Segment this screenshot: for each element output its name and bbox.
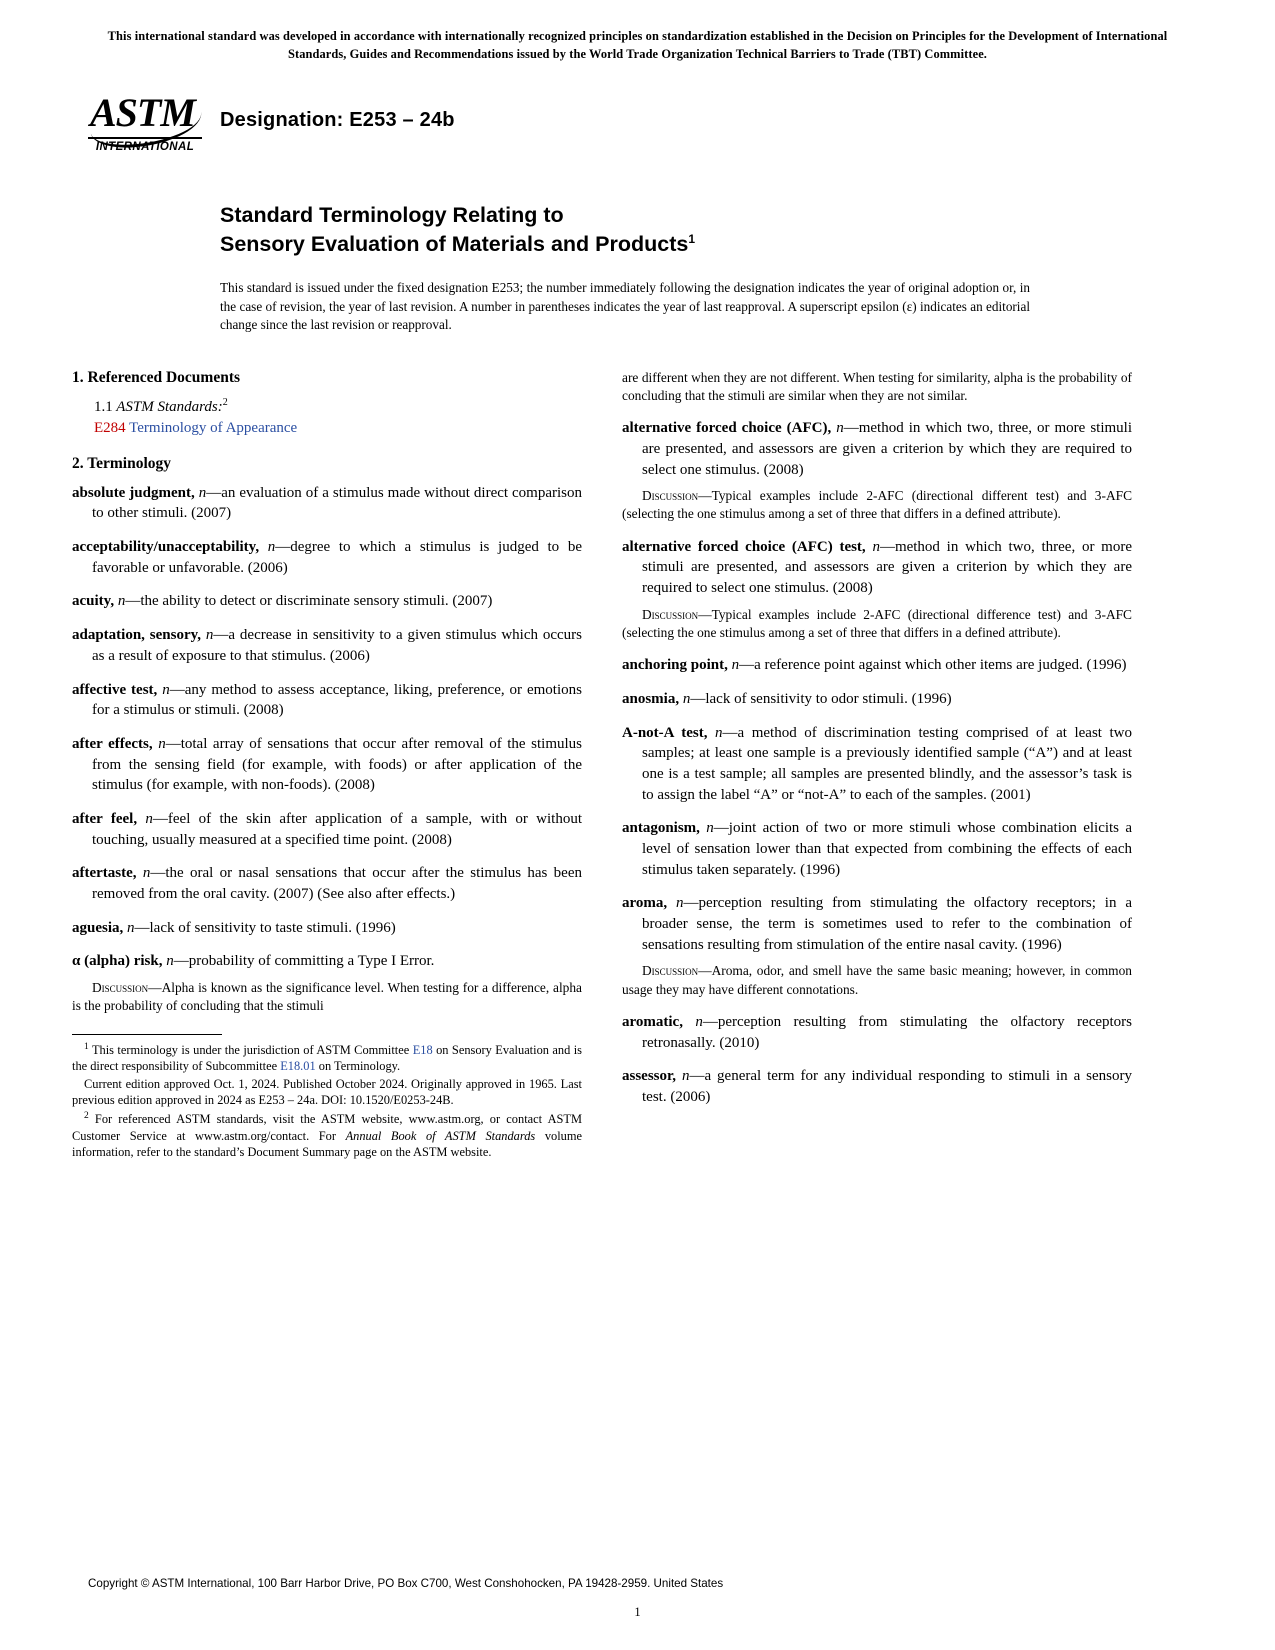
- reference-standard-link[interactable]: [94, 420, 582, 437]
- term-definition: —a decrease in sensitivity to a given stimulus which occurs as a result of exposure to that stimulus. (2006): [92, 627, 582, 664]
- term-headword: alternative forced choice (AFC) test,: [622, 538, 866, 555]
- term-entry: [622, 1066, 1132, 1107]
- term-part-of-speech: n: [127, 919, 135, 936]
- term-definition: —method in which two, three, or more stimuli are presented, and assessors are given a criterion by which they are required to select one stimulus. (2008): [642, 538, 1132, 597]
- footnote-2-text-b: volume information, refer to the standard’s Document Summary page on the ASTM website.: [72, 1128, 582, 1160]
- section-heading-referenced-documents: 1. Referenced Documents: [72, 368, 241, 386]
- term-headword: after feel,: [72, 810, 138, 827]
- footnote-2-italic-title: Annual Book of ASTM Standards: [345, 1128, 536, 1143]
- term-entry: [72, 591, 582, 612]
- term-definition: —any method to assess acceptance, liking, preference, or emotions for a stimulus or stimuli. (2008): [92, 681, 582, 719]
- footnote-1-text-a: This terminology is under the jurisdiction of ASTM Committee: [88, 1042, 413, 1057]
- term-entry: [622, 818, 1132, 880]
- term-headword: α (alpha) risk,: [72, 953, 163, 970]
- term-definition: —probability of committing a Type I Error.: [173, 953, 435, 970]
- term-headword: assessor,: [622, 1068, 677, 1085]
- footnote-2-text-a: For referenced ASTM standards, visit the ASTM website, www.astm.org, or contact ASTM Customer Service at www.astm.org/contact. For: [72, 1112, 582, 1143]
- term-definition: —a reference point against which other items are judged. (1996): [739, 657, 1127, 674]
- astm-logo-mark: ASTM: [90, 90, 195, 136]
- title-line-2: Sensory Evaluation of Materials and Products: [220, 232, 689, 257]
- term-entry: [622, 537, 1132, 599]
- discussion-text: —Aroma, odor, and smell have the same basic meaning; however, in common usage they may have different connotations.: [622, 963, 1132, 997]
- continued-discussion-text: are different when they are not different. When testing for similarity, alpha is the probability of concluding that the stimuli are similar when they are not similar.: [622, 369, 1132, 403]
- term-discussion: [622, 606, 1132, 642]
- term-definition: —lack of sensitivity to odor stimuli. (1996): [690, 690, 952, 707]
- term-entry: [72, 680, 582, 721]
- term-part-of-speech: n: [205, 627, 214, 644]
- footnote-1-link-committee[interactable]: E18: [412, 1042, 433, 1057]
- term-part-of-speech: n: [158, 735, 166, 752]
- term-entry: [622, 723, 1132, 806]
- term-part-of-speech: n: [682, 690, 691, 707]
- term-part-of-speech: n: [166, 953, 174, 970]
- discussion-label: Discussion: [92, 980, 149, 996]
- footnote-divider: [72, 1034, 222, 1035]
- term-part-of-speech: n: [117, 593, 126, 610]
- reference-standard-code[interactable]: E284: [94, 419, 126, 436]
- issue-note: This standard is issued under the fixed designation E253; the number immediately following the designation indicates the year of original adoption or, in the case of revision, the year of last revision. A number in parentheses indicates the year of last reapproval. A superscript epsilon (ε) indicates an editorial change since the last revision or reapproval.: [220, 280, 1030, 333]
- title-line-1: Standard Terminology Relating to: [220, 203, 564, 228]
- copyright-footer: Copyright © ASTM International, 100 Barr Harbor Drive, PO Box C700, West Conshohocken, PA 19428-2959. United States: [88, 1577, 724, 1590]
- tbt-notice: This international standard was developed in accordance with internationally recognized principles on standardization established in the Decision on Principles for the Development of International Standards, Guides and Recommendations issued by the World Trade Organization Technical Barriers to Trade (TBT) Committee.: [107, 29, 1168, 61]
- page-title: [220, 201, 1090, 259]
- term-headword: anchoring point,: [622, 657, 728, 674]
- term-headword: anosmia,: [622, 690, 680, 707]
- term-definition: —an evaluation of a stimulus made without direct comparison to other stimuli. (2007): [92, 484, 583, 522]
- term-part-of-speech: n: [142, 865, 151, 882]
- astm-logo: [88, 90, 206, 173]
- term-headword: alternative forced choice (AFC),: [622, 420, 832, 437]
- term-part-of-speech: n: [706, 820, 714, 837]
- term-definition: —a general term for any individual responding to stimuli in a sensory test. (2006): [642, 1068, 1132, 1105]
- term-part-of-speech: n: [267, 539, 276, 556]
- term-entry: [72, 483, 582, 524]
- term-headword: aromatic,: [622, 1013, 683, 1030]
- term-headword: after effects,: [72, 735, 153, 752]
- term-part-of-speech: n: [715, 724, 723, 741]
- two-column-body: [72, 369, 1203, 1162]
- footnote-2-marker: 2: [84, 1111, 89, 1122]
- term-entry: [72, 951, 582, 972]
- term-part-of-speech: n: [681, 1068, 690, 1085]
- term-definition: —perception resulting from stimulating the olfactory receptors retronasally. (2010): [642, 1013, 1133, 1051]
- term-entry: [72, 734, 582, 796]
- discussion-text: —Typical examples include 2-AFC (directional difference test) and 3-AFC (selecting the one stimulus among a set of three that differs in a defined attribute).: [622, 606, 1132, 640]
- page-number: 1: [634, 1605, 641, 1619]
- term-part-of-speech: n: [731, 657, 740, 674]
- left-column: [72, 369, 586, 1162]
- discussion-label: Discussion: [642, 963, 699, 979]
- footnote-1-marker: 1: [84, 1041, 89, 1052]
- right-column: [622, 369, 1132, 1162]
- term-headword: aroma,: [622, 895, 668, 912]
- term-definition: —perception resulting from stimulating the olfactory receptors; in a broader sense, the term is sometimes used to refer to the combination of sensations resulting from stimulation of the entire nasal cavity. (1996): [642, 895, 1132, 953]
- footnotes: [72, 1041, 582, 1162]
- footnote-2: [72, 1110, 582, 1161]
- discussion-text: —Typical examples include 2-AFC (directional different test) and 3-AFC (selecting the one stimulus among a set of three that differs in a defined attribute).: [622, 488, 1132, 522]
- term-part-of-speech: n: [676, 895, 684, 912]
- term-entry: [622, 418, 1132, 480]
- term-definition: —lack of sensitivity to taste stimuli. (1996): [134, 919, 396, 936]
- term-headword: antagonism,: [622, 820, 700, 837]
- term-entry: [622, 655, 1132, 676]
- discussion-text: —Alpha is known as the significance level. When testing for a difference, alpha is the probability of concluding that the stimuli: [72, 980, 582, 1014]
- section-heading-terminology: 2. Terminology: [72, 454, 172, 472]
- term-entry: [72, 537, 582, 578]
- designation: Designation: E253 – 24b: [220, 109, 455, 132]
- term-part-of-speech: n: [836, 420, 844, 437]
- footnote-1-text-c: on Terminology.: [315, 1059, 401, 1074]
- term-discussion: [72, 979, 582, 1015]
- astm-logo-subtitle: INTERNATIONAL: [88, 137, 202, 153]
- title-area: [220, 201, 1090, 334]
- document-header: [72, 90, 1203, 179]
- term-headword: acceptability/unacceptability,: [72, 539, 260, 556]
- term-entry: [622, 1012, 1132, 1053]
- term-headword: acuity,: [72, 593, 115, 610]
- term-definition: —the ability to detect or discriminate sensory stimuli. (2007): [125, 593, 493, 610]
- term-definition: —a method of discrimination testing comprised of at least two samples; at least one sample is a previously identified sample (“A”) and at least one is a test sample; all samples are presented blindly, and the assessor’s task is to assign the label “A” or “not-A” to each of the samples. (2001): [642, 724, 1132, 803]
- term-headword: aftertaste,: [72, 865, 137, 882]
- term-definition: —total array of sensations that occur after removal of the stimulus from the sensing field (for example, with foods) or after application of the stimulus (for example, with non-foods). (2008): [92, 735, 582, 794]
- term-part-of-speech: n: [198, 484, 207, 501]
- term-definition: —the oral or nasal sensations that occur after the stimulus has been removed from the oral cavity. (2007) (See also after effects.): [92, 865, 582, 903]
- subsection-footnote-marker: 2: [222, 396, 228, 408]
- term-headword: aguesia,: [72, 919, 124, 936]
- subsection-astm-standards: [94, 397, 582, 416]
- term-definition: —method in which two, three, or more stimuli are presented, and assessors are given a criterion by which they are required to select one stimulus. (2008): [642, 420, 1133, 478]
- term-part-of-speech: n: [145, 810, 153, 827]
- term-entry: [72, 863, 582, 904]
- term-headword: affective test,: [72, 681, 158, 698]
- term-headword: absolute judgment,: [72, 484, 195, 501]
- term-headword: adaptation, sensory,: [72, 627, 202, 644]
- term-discussion: [622, 487, 1132, 523]
- term-definition: —joint action of two or more stimuli whose combination elicits a level of sensation lower than that expected from combining the effects of each stimulus taken separately. (1996): [642, 820, 1133, 878]
- footnote-1-link-subcommittee[interactable]: E18.01: [280, 1059, 316, 1074]
- title-footnote-marker: 1: [688, 232, 696, 247]
- subsection-label: ASTM Standards:: [116, 398, 223, 415]
- footnote-1-text-b: on Sensory Evaluation and is the direct responsibility of Subcommittee: [72, 1042, 582, 1074]
- term-part-of-speech: n: [872, 538, 880, 555]
- subsection-number: 1.1: [94, 398, 113, 415]
- discussion-label: Discussion: [642, 488, 699, 504]
- term-entry: [72, 625, 582, 666]
- term-entry: [622, 893, 1132, 955]
- term-entry: [72, 918, 582, 939]
- term-discussion: [622, 962, 1132, 998]
- discussion-label: Discussion: [642, 606, 699, 622]
- term-entry: [622, 689, 1132, 710]
- term-headword: A-not-A test,: [622, 724, 708, 741]
- term-definition: —feel of the skin after application of a sample, with or without touching, usually measured at a specified time point. (2008): [92, 810, 583, 848]
- term-entry: [72, 809, 582, 850]
- reference-standard-name[interactable]: Terminology of Appearance: [129, 419, 298, 436]
- footnote-1-edition: Current edition approved Oct. 1, 2024. Published October 2024. Originally approved in 1965. Last previous edition approved in 2024 as E253 – 24a. DOI: 10.1520/E0253-24B.: [72, 1076, 582, 1108]
- term-part-of-speech: n: [695, 1013, 703, 1030]
- term-definition: —degree to which a stimulus is judged to be favorable or unfavorable. (2006): [92, 539, 583, 576]
- term-part-of-speech: n: [162, 681, 170, 698]
- footnote-1: [72, 1041, 582, 1075]
